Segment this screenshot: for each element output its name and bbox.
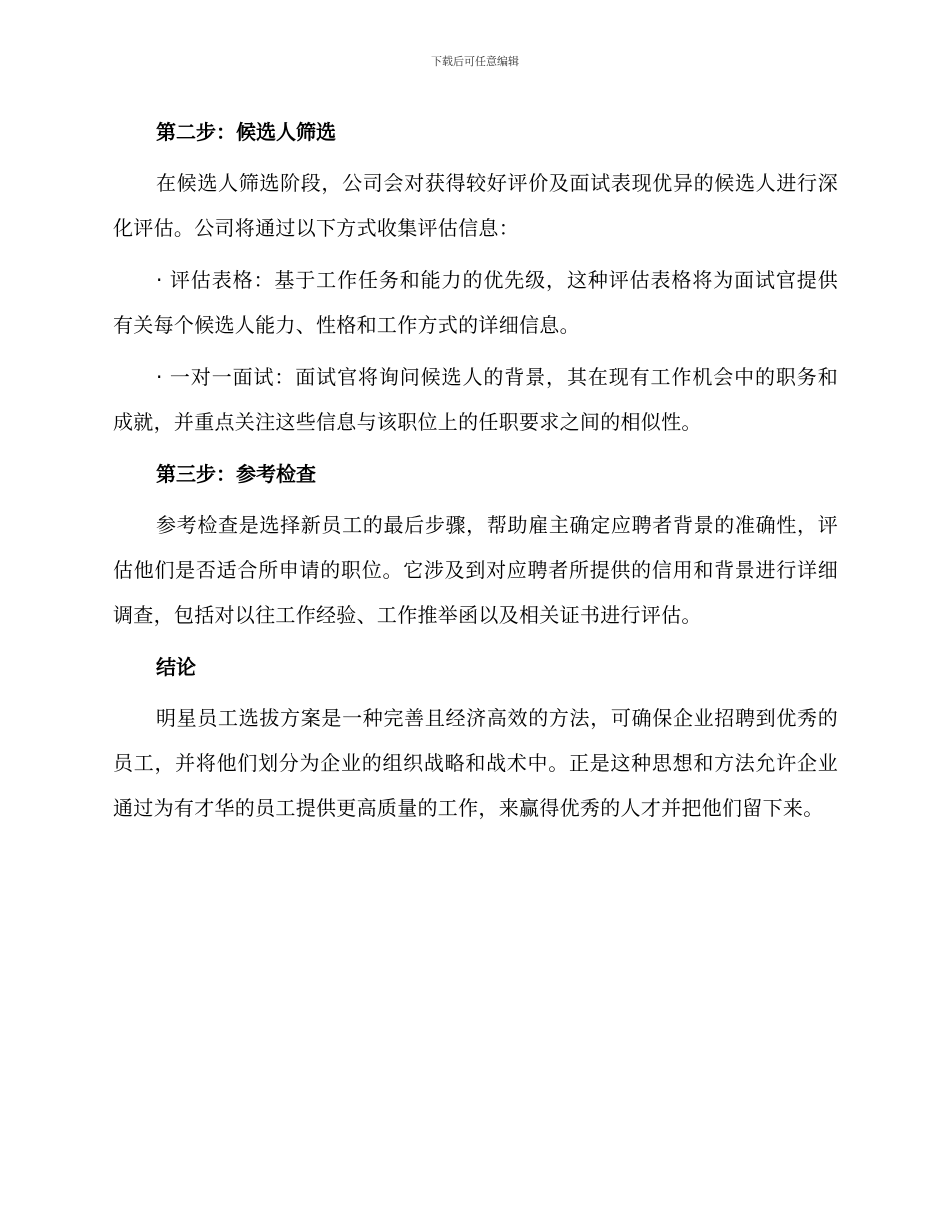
section-heading-step-two: 第二步：候选人筛选 — [156, 120, 336, 144]
paragraph-conclusion: 明星员工选拔方案是一种完善且经济高效的方法，可确保企业招聘到优秀的员工，并将他们划分为企业的组织战略和战术中。正是这种思想和方法允许企业通过为有才华的员工提供更高质量的工作，来赢得优秀的人才并把他们留下来。 — [113, 706, 838, 820]
paragraph-screening-intro: 在候选人筛选阶段，公司会对获得较好评价及面试表现优异的候选人进行深化评估。公司将通过以下方式收集评估信息： — [113, 171, 838, 240]
paragraph-reference-check: 参考检查是选择新员工的最后步骤，帮助雇主确定应聘者背景的准确性，评估他们是否适合所申请的职位。它涉及到对应聘者所提供的信用和背景进行详细调查，包括对以往工作经验、工作推举函以及相关证书进行评估。 — [113, 513, 838, 627]
section-heading-step-three: 第三步：参考检查 — [156, 462, 316, 486]
page-header: 下载后可任意编辑 — [431, 55, 519, 68]
bullet-evaluation-form: · 评估表格：基于工作任务和能力的优先级，这种评估表格将为面试官提供有关每个候选人能力、性格和工作方式的详细信息。 — [113, 268, 838, 337]
document-body — [113, 110, 838, 838]
section-heading-conclusion: 结论 — [156, 655, 196, 679]
bullet-one-on-one-interview: · 一对一面试：面试官将询问候选人的背景，其在现有工作机会中的职务和成就，并重点关注这些信息与该职位上的任职要求之间的相似性。 — [113, 365, 838, 434]
